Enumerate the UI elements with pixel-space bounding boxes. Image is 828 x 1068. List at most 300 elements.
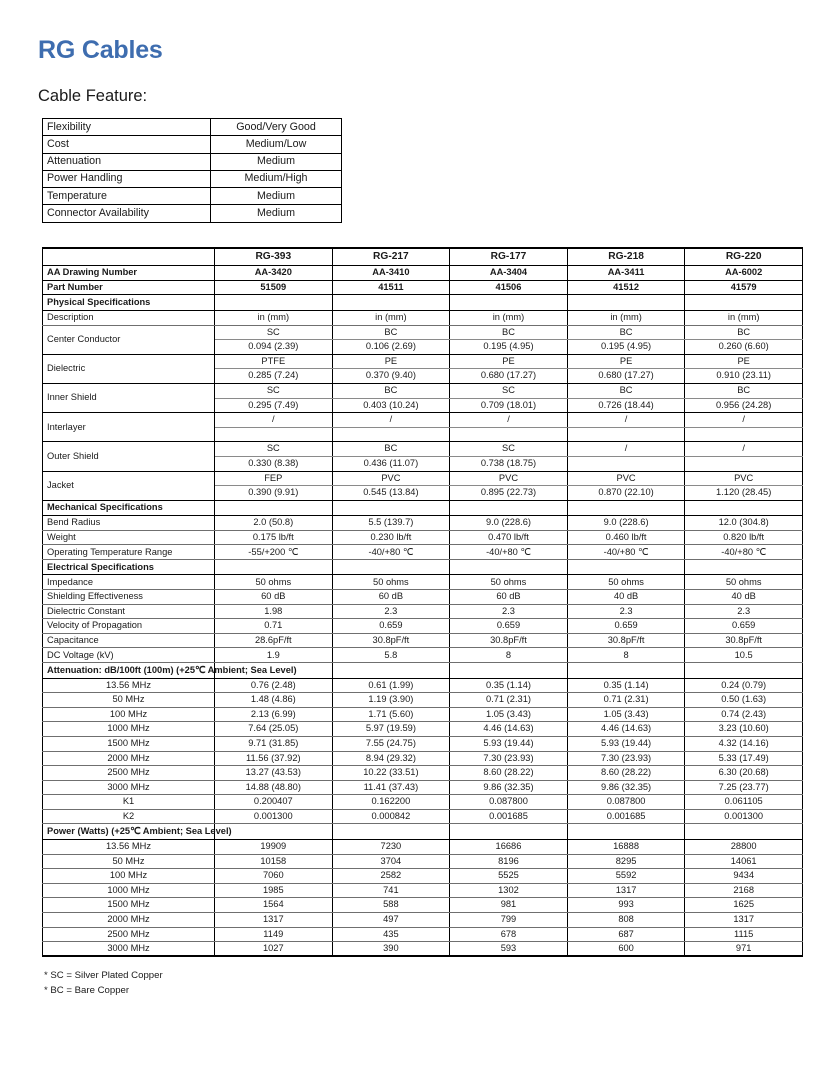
section-filler (567, 559, 685, 575)
attenuation-value: 0.24 (0.79) (685, 678, 803, 693)
power-row (43, 898, 803, 913)
attenuation-value: 1.19 (3.90) (332, 693, 450, 708)
row-value: 30.8pF/ft (685, 633, 803, 648)
attenuation-row (43, 751, 803, 766)
attenuation-value: 14.88 (48.80) (215, 780, 333, 795)
physical-group-material-row (43, 383, 803, 398)
feature-row (43, 188, 342, 205)
material-value: BC (685, 383, 803, 398)
material-value: / (567, 442, 685, 457)
section-physical (43, 295, 803, 311)
feature-row (43, 170, 342, 187)
material-value: PE (567, 354, 685, 369)
dimension-value: 0.094 (2.39) (215, 340, 333, 355)
attenuation-value: 7.64 (25.05) (215, 722, 333, 737)
attenuation-value: 3.23 (10.60) (685, 722, 803, 737)
section-filler (685, 663, 803, 679)
row-value: 28.6pF/ft (215, 633, 333, 648)
physical-group-material-row (43, 354, 803, 369)
dimension-value: 0.390 (9.91) (215, 486, 333, 501)
row-value: AA-3410 (332, 266, 450, 281)
row-value: AA-3411 (567, 266, 685, 281)
dimension-value: 0.403 (10.24) (332, 398, 450, 413)
electrical-row (43, 633, 803, 648)
section-filler (567, 295, 685, 311)
section-mechanical (43, 500, 803, 516)
row-value: -55/+200 ℃ (215, 545, 333, 560)
attenuation-value: 11.56 (37.92) (215, 751, 333, 766)
power-value: 5592 (567, 869, 685, 884)
power-value: 593 (450, 942, 568, 957)
physical-group-label: Center Conductor (43, 325, 215, 354)
attenuation-value: 0.200407 (215, 795, 333, 810)
material-value: BC (332, 383, 450, 398)
material-value: SC (450, 442, 568, 457)
attenuation-value: 7.25 (23.77) (685, 780, 803, 795)
physical-group-label: Interlayer (43, 413, 215, 442)
attenuation-value: 1.05 (3.43) (567, 707, 685, 722)
row-value: 2.3 (450, 604, 568, 619)
dimension-value: 0.738 (18.75) (450, 456, 568, 471)
power-value: 1149 (215, 927, 333, 942)
row-value: 10.5 (685, 648, 803, 663)
material-value: PVC (685, 471, 803, 486)
power-value: 5525 (450, 869, 568, 884)
row-value: AA-6002 (685, 266, 803, 281)
row-value: 51509 (215, 280, 333, 295)
power-value: 7230 (332, 839, 450, 854)
feature-label: Flexibility (43, 119, 211, 136)
row-value: 50 ohms (215, 575, 333, 590)
section-filler (567, 500, 685, 516)
row-value: 60 dB (332, 590, 450, 605)
feature-value: Medium/Low (211, 136, 342, 153)
physical-group-label: Inner Shield (43, 383, 215, 412)
attenuation-value: 9.86 (32.35) (450, 780, 568, 795)
dimension-value: 0.285 (7.24) (215, 369, 333, 384)
dimension-value: 0.436 (11.07) (332, 456, 450, 471)
row-value: 5.5 (139.7) (332, 516, 450, 531)
section-power (43, 824, 803, 840)
footnote-bc: * BC = Bare Copper (44, 985, 130, 997)
section-filler (567, 824, 685, 840)
attenuation-value: 13.27 (43.53) (215, 766, 333, 781)
attenuation-value: 1.71 (5.60) (332, 707, 450, 722)
power-value: 7060 (215, 869, 333, 884)
row-value: -40/+80 ℃ (332, 545, 450, 560)
section-filler (450, 559, 568, 575)
section-filler (685, 295, 803, 311)
model-header-rg-218: RG-218 (567, 248, 685, 266)
row-value: in (mm) (567, 310, 685, 325)
feature-value: Medium (211, 205, 342, 222)
model-header-rg-177: RG-177 (450, 248, 568, 266)
physical-group-material-row (43, 471, 803, 486)
dimension-value: 0.709 (18.01) (450, 398, 568, 413)
electrical-row (43, 575, 803, 590)
physical-group-label: Dielectric (43, 354, 215, 383)
dimension-value (215, 427, 333, 442)
power-value: 1317 (567, 883, 685, 898)
table-header-row (43, 248, 803, 266)
row-value: 12.0 (304.8) (685, 516, 803, 531)
dimension-value: 0.870 (22.10) (567, 486, 685, 501)
attenuation-value: 0.001685 (450, 809, 568, 824)
frequency-label: 2500 MHz (43, 927, 215, 942)
section-attenuation (43, 663, 803, 679)
row-value: 60 dB (450, 590, 568, 605)
attenuation-value: 0.061105 (685, 795, 803, 810)
attenuation-value: 11.41 (37.43) (332, 780, 450, 795)
row-value: 8 (567, 648, 685, 663)
section-filler (450, 295, 568, 311)
dimension-value: 0.106 (2.69) (332, 340, 450, 355)
mechanical-row (43, 545, 803, 560)
power-value: 1027 (215, 942, 333, 957)
dimension-value: 0.195 (4.95) (450, 340, 568, 355)
dimension-value: 0.545 (13.84) (332, 486, 450, 501)
power-value: 1985 (215, 883, 333, 898)
attenuation-value: 8.60 (28.22) (567, 766, 685, 781)
power-value: 981 (450, 898, 568, 913)
attenuation-value: 4.32 (14.16) (685, 736, 803, 751)
page-title: RG Cables (38, 36, 163, 64)
section-filler (450, 500, 568, 516)
attenuation-value: 0.000842 (332, 809, 450, 824)
row-value: 50 ohms (450, 575, 568, 590)
feature-value: Medium (211, 188, 342, 205)
power-value: 588 (332, 898, 450, 913)
dimension-value (567, 427, 685, 442)
material-value: FEP (215, 471, 333, 486)
attenuation-value: 0.61 (1.99) (332, 678, 450, 693)
row-value: 2.3 (685, 604, 803, 619)
power-value: 1302 (450, 883, 568, 898)
row-value: 0.460 lb/ft (567, 530, 685, 545)
row-value: AA-3404 (450, 266, 568, 281)
material-value: SC (215, 442, 333, 457)
attenuation-value: 8.94 (29.32) (332, 751, 450, 766)
row-value: 0.71 (215, 619, 333, 634)
dimension-value: 0.726 (18.44) (567, 398, 685, 413)
power-value: 2168 (685, 883, 803, 898)
dimension-value (450, 427, 568, 442)
attenuation-value: 0.76 (2.48) (215, 678, 333, 693)
frequency-label: 2000 MHz (43, 751, 215, 766)
attenuation-row (43, 693, 803, 708)
attenuation-value: 8.60 (28.22) (450, 766, 568, 781)
material-value: / (567, 413, 685, 428)
dimension-value: 0.895 (22.73) (450, 486, 568, 501)
dimension-value: 0.680 (17.27) (450, 369, 568, 384)
attenuation-row (43, 722, 803, 737)
row-value: -40/+80 ℃ (567, 545, 685, 560)
row-value: -40/+80 ℃ (450, 545, 568, 560)
row-value: 5.8 (332, 648, 450, 663)
row-value: 0.230 lb/ft (332, 530, 450, 545)
feature-label: Temperature (43, 188, 211, 205)
row-value: 40 dB (567, 590, 685, 605)
feature-label: Connector Availability (43, 205, 211, 222)
feature-row (43, 119, 342, 136)
material-value: SC (450, 383, 568, 398)
attenuation-value: 5.97 (19.59) (332, 722, 450, 737)
power-value: 687 (567, 927, 685, 942)
row-value: 50 ohms (332, 575, 450, 590)
power-value: 600 (567, 942, 685, 957)
power-value: 993 (567, 898, 685, 913)
section-filler (332, 559, 450, 575)
row-value: 30.8pF/ft (567, 633, 685, 648)
feature-row (43, 153, 342, 170)
feature-value: Medium/High (211, 170, 342, 187)
specification-table-container (42, 247, 798, 957)
material-value: BC (332, 325, 450, 340)
section-label: Attenuation: dB/100ft (100m) (+25℃ Ambient; Sea Level) (43, 663, 215, 679)
material-value: / (332, 413, 450, 428)
material-value: SC (215, 383, 333, 398)
frequency-label: 1000 MHz (43, 883, 215, 898)
attenuation-row (43, 678, 803, 693)
material-value: PE (450, 354, 568, 369)
section-filler (215, 824, 333, 840)
section-filler (215, 500, 333, 516)
row-value: 0.659 (567, 619, 685, 634)
attenuation-value: 0.71 (2.31) (567, 693, 685, 708)
material-value: BC (685, 325, 803, 340)
attenuation-value: 9.86 (32.35) (567, 780, 685, 795)
power-value: 497 (332, 912, 450, 927)
row-label: Bend Radius (43, 516, 215, 531)
section-filler (685, 824, 803, 840)
electrical-row (43, 648, 803, 663)
row-label: Velocity of Propagation (43, 619, 215, 634)
dimension-value (332, 427, 450, 442)
material-value: BC (567, 383, 685, 398)
section-filler (215, 559, 333, 575)
attenuation-value: 5.33 (17.49) (685, 751, 803, 766)
section-filler (332, 824, 450, 840)
mechanical-row (43, 530, 803, 545)
attenuation-value: 0.087800 (567, 795, 685, 810)
attenuation-value: 2.13 (6.99) (215, 707, 333, 722)
frequency-label: 50 MHz (43, 854, 215, 869)
row-label: Part Number (43, 280, 215, 295)
row-label: Dielectric Constant (43, 604, 215, 619)
material-value: PVC (332, 471, 450, 486)
power-row (43, 854, 803, 869)
attenuation-value: 0.35 (1.14) (567, 678, 685, 693)
row-value: 1.9 (215, 648, 333, 663)
header-corner-cell (43, 248, 215, 266)
power-row (43, 839, 803, 854)
power-value: 28800 (685, 839, 803, 854)
frequency-label: 2500 MHz (43, 766, 215, 781)
row-value: 2.3 (567, 604, 685, 619)
attenuation-value: 0.087800 (450, 795, 568, 810)
power-value: 14061 (685, 854, 803, 869)
row-value: in (mm) (450, 310, 568, 325)
row-label: Operating Temperature Range (43, 545, 215, 560)
attenuation-value: 0.50 (1.63) (685, 693, 803, 708)
row-label: Capacitance (43, 633, 215, 648)
attenuation-value: 0.35 (1.14) (450, 678, 568, 693)
row-value: 2.0 (50.8) (215, 516, 333, 531)
material-value: BC (450, 325, 568, 340)
feature-label: Power Handling (43, 170, 211, 187)
section-electrical (43, 559, 803, 575)
dimension-value: 0.956 (24.28) (685, 398, 803, 413)
dimension-value (685, 427, 803, 442)
power-row (43, 942, 803, 957)
row-value: 0.659 (685, 619, 803, 634)
power-value: 1564 (215, 898, 333, 913)
frequency-label: 13.56 MHz (43, 678, 215, 693)
electrical-row (43, 619, 803, 634)
material-value: PTFE (215, 354, 333, 369)
frequency-label: 1500 MHz (43, 898, 215, 913)
row-label: Weight (43, 530, 215, 545)
power-value: 678 (450, 927, 568, 942)
section-filler (685, 559, 803, 575)
attenuation-value: 4.46 (14.63) (450, 722, 568, 737)
material-value: BC (567, 325, 685, 340)
attenuation-value: 1.05 (3.43) (450, 707, 568, 722)
material-value: PE (685, 354, 803, 369)
row-value: -40/+80 ℃ (685, 545, 803, 560)
identity-row (43, 280, 803, 295)
frequency-label: K2 (43, 809, 215, 824)
row-label: AA Drawing Number (43, 266, 215, 281)
material-value: SC (215, 325, 333, 340)
power-value: 10158 (215, 854, 333, 869)
frequency-label: 100 MHz (43, 707, 215, 722)
power-value: 1317 (215, 912, 333, 927)
attenuation-value: 0.001300 (215, 809, 333, 824)
attenuation-value: 0.001685 (567, 809, 685, 824)
attenuation-row (43, 707, 803, 722)
attenuation-value: 7.55 (24.75) (332, 736, 450, 751)
row-value: 41579 (685, 280, 803, 295)
attenuation-value: 7.30 (23.93) (567, 751, 685, 766)
section-label: Power (Watts) (+25℃ Ambient; Sea Level) (43, 824, 215, 840)
attenuation-value: 0.001300 (685, 809, 803, 824)
frequency-label: K1 (43, 795, 215, 810)
feature-value: Good/Very Good (211, 119, 342, 136)
dimension-value: 0.295 (7.49) (215, 398, 333, 413)
row-value: 9.0 (228.6) (567, 516, 685, 531)
frequency-label: 13.56 MHz (43, 839, 215, 854)
row-value: 41506 (450, 280, 568, 295)
material-value: / (215, 413, 333, 428)
model-header-rg-217: RG-217 (332, 248, 450, 266)
power-value: 741 (332, 883, 450, 898)
power-value: 390 (332, 942, 450, 957)
attenuation-value: 0.71 (2.31) (450, 693, 568, 708)
row-label: Impedance (43, 575, 215, 590)
frequency-label: 100 MHz (43, 869, 215, 884)
footnotes (44, 969, 798, 999)
model-header-rg-393: RG-393 (215, 248, 333, 266)
material-value: PE (332, 354, 450, 369)
row-value: 30.8pF/ft (332, 633, 450, 648)
attenuation-value: 9.71 (31.85) (215, 736, 333, 751)
dimension-value: 0.370 (9.40) (332, 369, 450, 384)
dimension-value: 0.680 (17.27) (567, 369, 685, 384)
footnote-sc: * SC = Silver Plated Copper (44, 970, 163, 982)
power-value: 971 (685, 942, 803, 957)
identity-row (43, 266, 803, 281)
power-value: 8295 (567, 854, 685, 869)
attenuation-value: 7.30 (23.93) (450, 751, 568, 766)
electrical-row (43, 604, 803, 619)
row-value: 30.8pF/ft (450, 633, 568, 648)
row-value: 50 ohms (685, 575, 803, 590)
row-value: 41511 (332, 280, 450, 295)
section-filler (332, 663, 450, 679)
attenuation-value: 0.162200 (332, 795, 450, 810)
dimension-value: 0.260 (6.60) (685, 340, 803, 355)
power-value: 2582 (332, 869, 450, 884)
material-value: / (685, 413, 803, 428)
frequency-label: 50 MHz (43, 693, 215, 708)
feature-row (43, 205, 342, 222)
material-value: PVC (450, 471, 568, 486)
row-value: 2.3 (332, 604, 450, 619)
physical-group-material-row (43, 325, 803, 340)
material-value: / (685, 442, 803, 457)
power-value: 8196 (450, 854, 568, 869)
physical-group-label: Jacket (43, 471, 215, 500)
attenuation-value: 5.93 (19.44) (567, 736, 685, 751)
row-value: in (mm) (332, 310, 450, 325)
attenuation-row (43, 780, 803, 795)
material-value: BC (332, 442, 450, 457)
physical-group-material-row (43, 413, 803, 428)
row-value: 0.659 (332, 619, 450, 634)
power-value: 9434 (685, 869, 803, 884)
power-value: 435 (332, 927, 450, 942)
power-value: 1317 (685, 912, 803, 927)
row-value: 0.659 (450, 619, 568, 634)
attenuation-row (43, 736, 803, 751)
material-value: PVC (567, 471, 685, 486)
row-value: 8 (450, 648, 568, 663)
attenuation-value: 5.93 (19.44) (450, 736, 568, 751)
power-value: 1625 (685, 898, 803, 913)
cable-feature-table (42, 118, 342, 223)
row-value: in (mm) (215, 310, 333, 325)
section-filler (685, 500, 803, 516)
section-filler (450, 663, 568, 679)
power-value: 799 (450, 912, 568, 927)
row-value: AA-3420 (215, 266, 333, 281)
frequency-label: 2000 MHz (43, 912, 215, 927)
power-row (43, 912, 803, 927)
row-label: Shielding Effectiveness (43, 590, 215, 605)
physical-group-material-row (43, 442, 803, 457)
power-value: 16888 (567, 839, 685, 854)
dimension-value (567, 456, 685, 471)
attenuation-value: 0.74 (2.43) (685, 707, 803, 722)
feature-label: Cost (43, 136, 211, 153)
dimension-value (685, 456, 803, 471)
power-row (43, 883, 803, 898)
row-value: 1.98 (215, 604, 333, 619)
power-value: 808 (567, 912, 685, 927)
electrical-row (43, 590, 803, 605)
row-value: in (mm) (685, 310, 803, 325)
